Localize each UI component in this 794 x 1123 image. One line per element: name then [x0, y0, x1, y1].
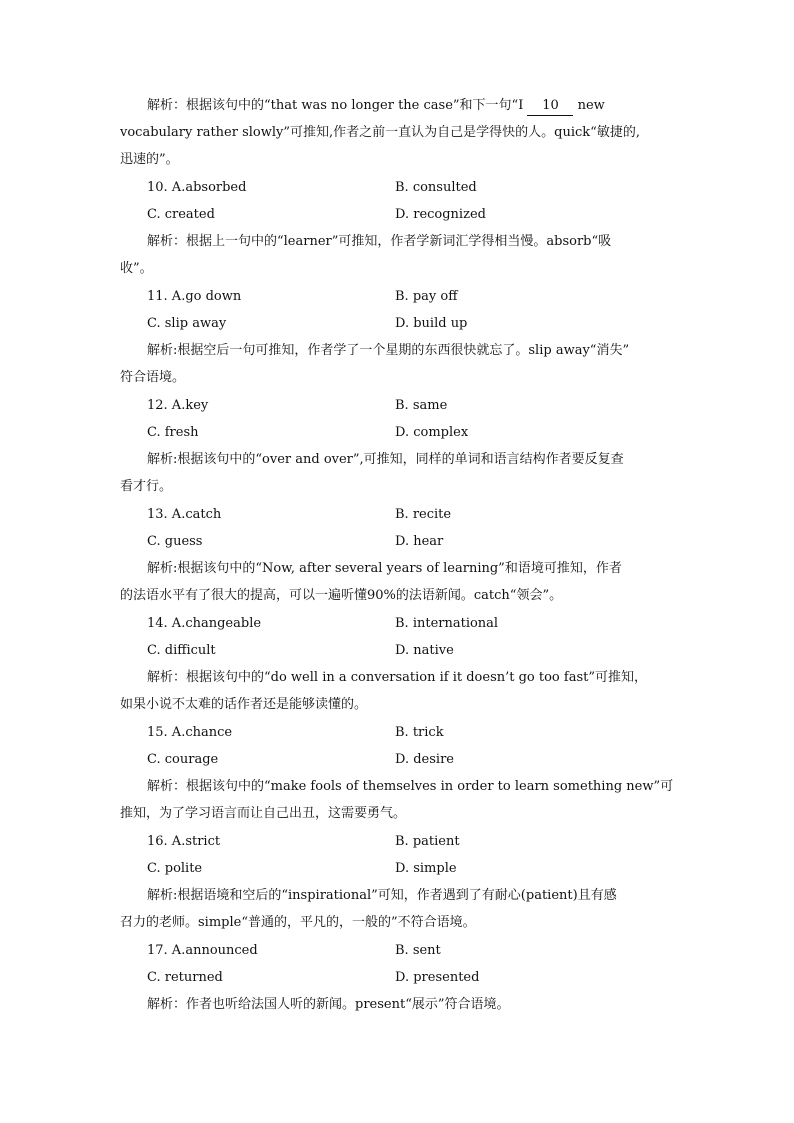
explanation-line: 解析:根据空后一句可推知，作者学了一个星期的东西很快就忘了。slip away“消失”	[147, 343, 630, 358]
option-a: 14. A.changeable	[147, 616, 262, 631]
explanation-line: 推知，为了学习语言而让自己出丑，这需要勇气。	[120, 806, 407, 821]
option-b: B. recite	[395, 507, 452, 522]
option-c: C. difficult	[147, 643, 216, 658]
option-a: 17. A.announced	[147, 943, 258, 958]
explanation-line: 符合语境。	[120, 370, 186, 385]
explanation-line: 看才行。	[120, 479, 173, 494]
option-d: D. complex	[395, 425, 469, 440]
option-d: D. recognized	[395, 207, 486, 222]
intro-line-1-after: new	[573, 98, 605, 113]
option-c: C. slip away	[147, 316, 227, 331]
option-c: C. fresh	[147, 425, 199, 440]
option-b: B. trick	[395, 725, 444, 740]
explanation-line: 的法语水平有了很大的提高，可以一遍听懂90%的法语新闻。catch“领会”。	[120, 588, 563, 603]
explanation-line: 解析:根据语境和空后的“inspirational”可知，作者遇到了有耐心(patient)且有感	[147, 888, 617, 903]
option-b: B. sent	[395, 943, 441, 958]
intro-line-1-before: 解析：根据该句中的“that was no longer the case”和下一句“I	[147, 98, 528, 113]
option-c: C. returned	[147, 970, 223, 985]
intro-line-3: 迅速的”。	[120, 152, 179, 167]
option-a: 15. A.chance	[147, 725, 233, 740]
explanation-line: 召力的老师。simple“普通的，平凡的，一般的”不符合语境。	[120, 915, 476, 930]
explanation-line: 解析：作者也听给法国人听的新闻。present“展示”符合语境。	[147, 997, 510, 1012]
option-b: B. patient	[395, 834, 460, 849]
option-a: 11. A.go down	[147, 289, 242, 304]
option-d: D. desire	[395, 752, 454, 767]
answer-blank: 10	[527, 97, 573, 116]
option-a: 13. A.catch	[147, 507, 222, 522]
option-c: C. courage	[147, 752, 219, 767]
option-a: 12. A.key	[147, 398, 209, 413]
option-b: B. consulted	[395, 180, 477, 195]
option-d: D. build up	[395, 316, 468, 331]
option-c: C. polite	[147, 861, 203, 876]
option-a: 10. A.absorbed	[147, 180, 247, 195]
explanation-line: 解析：根据该句中的“do well in a conversation if it doesn’t go too fast”可推知，	[147, 670, 647, 685]
explanation-line: 解析:根据该句中的“over and over”,可推知，同样的单词和语言结构作者要反复查	[147, 452, 624, 467]
option-c: C. created	[147, 207, 215, 222]
explanation-line: 如果小说不太难的话作者还是能够读懂的。	[120, 697, 368, 712]
option-b: B. international	[395, 616, 499, 631]
option-b: B. pay off	[395, 289, 458, 304]
option-d: D. hear	[395, 534, 444, 549]
option-c: C. guess	[147, 534, 203, 549]
explanation-line: 解析：根据该句中的“make fools of themselves in order to learn something new”可	[147, 779, 674, 794]
intro-line-2: vocabulary rather slowly”可推知,作者之前一直认为自己是学得快的人。quick“敏捷的,	[120, 125, 640, 140]
option-a: 16. A.strict	[147, 834, 221, 849]
option-d: D. presented	[395, 970, 480, 985]
option-d: D. simple	[395, 861, 457, 876]
option-b: B. same	[395, 398, 448, 413]
explanation-line: 解析：根据上一句中的“learner”可推知，作者学新词汇学得相当慢。absorb“吸	[147, 234, 612, 249]
explanation-line: 收”。	[120, 261, 153, 276]
explanation-line: 解析:根据该句中的“Now, after several years of learning”和语境可推知，作者	[147, 561, 622, 576]
intro-line-1	[147, 92, 707, 119]
option-d: D. native	[395, 643, 454, 658]
